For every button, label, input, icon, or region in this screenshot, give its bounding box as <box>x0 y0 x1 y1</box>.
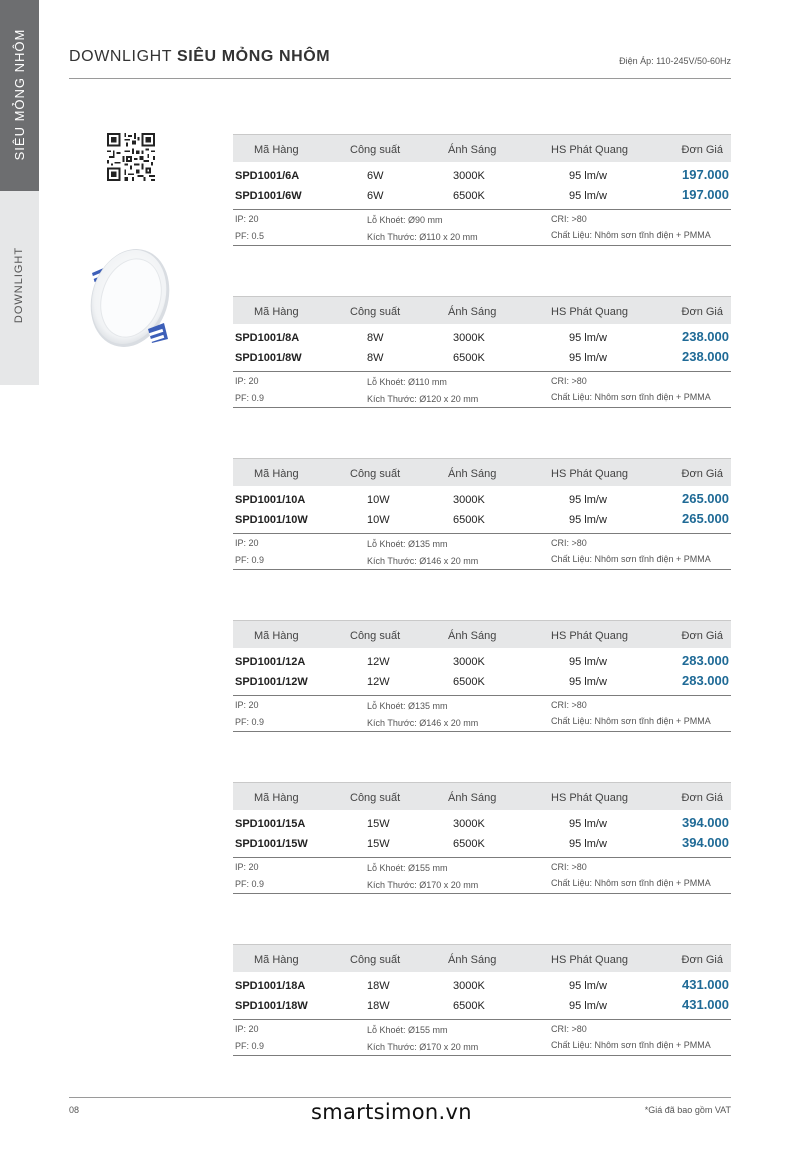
product-efficacy: 95 lm/w <box>569 332 607 344</box>
product-power: 15W <box>367 838 390 850</box>
header-efficacy: HS Phát Quang <box>551 144 629 156</box>
page-title <box>69 48 330 66</box>
product-table <box>233 458 731 570</box>
spec-size: Kích Thước: Ø170 x 20 mm <box>367 1042 479 1052</box>
spec-size: Kích Thước: Ø120 x 20 mm <box>367 394 479 404</box>
product-code: SPD1001/6A <box>235 170 300 182</box>
product-code: SPD1001/18W <box>235 1000 308 1012</box>
product-price: 394.000 <box>682 835 729 850</box>
product-code: SPD1001/12W <box>235 676 308 688</box>
header-price: Đơn Giá <box>681 144 723 156</box>
spec-cutout: Lỗ Khoét: Ø135 mm <box>367 539 448 549</box>
table-row <box>233 328 731 348</box>
header-light: Ánh Sáng <box>448 954 497 966</box>
header-code: Mã Hàng <box>254 954 299 966</box>
product-price: 265.000 <box>682 491 729 506</box>
header-code: Mã Hàng <box>254 792 299 804</box>
header-price: Đơn Giá <box>681 630 723 642</box>
spec-cri: CRI: >80 <box>551 862 587 872</box>
product-power: 8W <box>367 352 384 364</box>
spec-material: Chất Liệu: Nhôm sơn tĩnh điện + PMMA <box>551 230 711 240</box>
product-price: 197.000 <box>682 187 729 202</box>
product-code: SPD1001/10W <box>235 514 308 526</box>
table-row <box>233 510 731 530</box>
table-row <box>233 976 731 996</box>
product-light: 6500K <box>453 514 485 526</box>
header-light: Ánh Sáng <box>448 630 497 642</box>
product-rows <box>233 162 731 210</box>
product-light: 6500K <box>453 838 485 850</box>
product-code: SPD1001/10A <box>235 494 306 506</box>
table-row <box>233 166 731 186</box>
spec-material: Chất Liệu: Nhôm sơn tĩnh điện + PMMA <box>551 1040 711 1050</box>
table-header <box>233 944 731 972</box>
product-code: SPD1001/6W <box>235 190 302 202</box>
header-code: Mã Hàng <box>254 630 299 642</box>
header-efficacy: HS Phát Quang <box>551 306 629 318</box>
product-table <box>233 620 731 732</box>
header-code: Mã Hàng <box>254 468 299 480</box>
product-power: 12W <box>367 676 390 688</box>
header-price: Đơn Giá <box>681 792 723 804</box>
product-price: 238.000 <box>682 329 729 344</box>
header-price: Đơn Giá <box>681 954 723 966</box>
spec-pf: PF: 0.9 <box>235 879 265 889</box>
page-title-prefix: DOWNLIGHT <box>69 48 172 65</box>
side-tab-downlight[interactable] <box>0 191 39 385</box>
brand-website[interactable]: smartsimon.vn <box>311 1100 472 1124</box>
qr-code-icon[interactable] <box>107 133 155 181</box>
product-efficacy: 95 lm/w <box>569 352 607 364</box>
header-efficacy: HS Phát Quang <box>551 792 629 804</box>
product-code: SPD1001/18A <box>235 980 306 992</box>
table-header <box>233 134 731 162</box>
spec-ip: IP: 20 <box>235 538 259 548</box>
spec-size: Kích Thước: Ø146 x 20 mm <box>367 556 479 566</box>
header-efficacy: HS Phát Quang <box>551 630 629 642</box>
product-efficacy: 95 lm/w <box>569 1000 607 1012</box>
product-rows <box>233 810 731 858</box>
product-power: 10W <box>367 514 390 526</box>
product-light: 3000K <box>453 656 485 668</box>
table-row <box>233 996 731 1016</box>
spec-pf: PF: 0.9 <box>235 555 265 565</box>
spec-pf: PF: 0.9 <box>235 393 265 403</box>
product-specs <box>233 1020 731 1056</box>
header-light: Ánh Sáng <box>448 306 497 318</box>
header-power: Công suất <box>350 144 401 156</box>
product-price: 283.000 <box>682 653 729 668</box>
product-efficacy: 95 lm/w <box>569 170 607 182</box>
spec-ip: IP: 20 <box>235 376 259 386</box>
product-table <box>233 296 731 408</box>
table-header <box>233 458 731 486</box>
side-tab-label: DOWNLIGHT <box>13 246 25 324</box>
product-price: 283.000 <box>682 673 729 688</box>
product-efficacy: 95 lm/w <box>569 818 607 830</box>
header-efficacy: HS Phát Quang <box>551 468 629 480</box>
spec-cutout: Lỗ Khoét: Ø110 mm <box>367 377 447 387</box>
header-divider <box>69 78 731 79</box>
product-efficacy: 95 lm/w <box>569 838 607 850</box>
product-specs <box>233 534 731 570</box>
table-row <box>233 186 731 206</box>
product-code: SPD1001/8A <box>235 332 300 344</box>
spec-pf: PF: 0.5 <box>235 231 265 241</box>
spec-cutout: Lỗ Khoét: Ø135 mm <box>367 701 448 711</box>
spec-material: Chất Liệu: Nhôm sơn tĩnh điện + PMMA <box>551 878 711 888</box>
product-rows <box>233 972 731 1020</box>
header-code: Mã Hàng <box>254 144 299 156</box>
product-light: 3000K <box>453 980 485 992</box>
header-light: Ánh Sáng <box>448 468 497 480</box>
spec-cri: CRI: >80 <box>551 1024 587 1034</box>
header-light: Ánh Sáng <box>448 792 497 804</box>
product-rows <box>233 486 731 534</box>
product-code: SPD1001/12A <box>235 656 306 668</box>
header-price: Đơn Giá <box>681 306 723 318</box>
header-light: Ánh Sáng <box>448 144 497 156</box>
page-number: 08 <box>69 1105 80 1115</box>
table-row <box>233 652 731 672</box>
table-header <box>233 782 731 810</box>
footer-divider <box>69 1097 731 1098</box>
spec-cutout: Lỗ Khoét: Ø90 mm <box>367 215 443 225</box>
product-power: 12W <box>367 656 390 668</box>
header-price: Đơn Giá <box>681 468 723 480</box>
product-table <box>233 134 731 246</box>
product-specs <box>233 858 731 894</box>
spec-cri: CRI: >80 <box>551 214 587 224</box>
product-efficacy: 95 lm/w <box>569 656 607 668</box>
spec-cri: CRI: >80 <box>551 538 587 548</box>
product-light: 6500K <box>453 676 485 688</box>
downlight-product-image <box>86 243 180 359</box>
product-specs <box>233 372 731 408</box>
product-light: 3000K <box>453 170 485 182</box>
spec-pf: PF: 0.9 <box>235 1041 265 1051</box>
spec-ip: IP: 20 <box>235 1024 259 1034</box>
product-power: 10W <box>367 494 390 506</box>
product-efficacy: 95 lm/w <box>569 190 607 202</box>
product-rows <box>233 324 731 372</box>
spec-material: Chất Liệu: Nhôm sơn tĩnh điện + PMMA <box>551 716 711 726</box>
spec-cutout: Lỗ Khoét: Ø155 mm <box>367 1025 448 1035</box>
side-tab-sieu-mong-nhom[interactable] <box>0 0 39 191</box>
header-code: Mã Hàng <box>254 306 299 318</box>
product-power: 18W <box>367 980 390 992</box>
table-row <box>233 348 731 368</box>
page-title-bold: SIÊU MỎNG NHÔM <box>176 48 331 65</box>
spec-ip: IP: 20 <box>235 862 259 872</box>
product-table <box>233 782 731 894</box>
product-price: 238.000 <box>682 349 729 364</box>
product-power: 8W <box>367 332 384 344</box>
header-efficacy: HS Phát Quang <box>551 954 629 966</box>
product-light: 3000K <box>453 494 485 506</box>
product-efficacy: 95 lm/w <box>569 494 607 506</box>
product-light: 6500K <box>453 190 485 202</box>
header-power: Công suất <box>350 468 401 480</box>
product-price: 265.000 <box>682 511 729 526</box>
table-header <box>233 620 731 648</box>
spec-cri: CRI: >80 <box>551 700 587 710</box>
product-power: 6W <box>367 170 384 182</box>
product-light: 6500K <box>453 352 485 364</box>
product-code: SPD1001/15W <box>235 838 308 850</box>
spec-ip: IP: 20 <box>235 700 259 710</box>
product-efficacy: 95 lm/w <box>569 514 607 526</box>
product-code: SPD1001/8W <box>235 352 302 364</box>
spec-pf: PF: 0.9 <box>235 717 265 727</box>
product-light: 6500K <box>453 1000 485 1012</box>
product-price: 431.000 <box>682 977 729 992</box>
product-code: SPD1001/15A <box>235 818 306 830</box>
header-power: Công suất <box>350 792 401 804</box>
header-power: Công suất <box>350 306 401 318</box>
spec-size: Kích Thước: Ø146 x 20 mm <box>367 718 479 728</box>
product-power: 15W <box>367 818 390 830</box>
product-light: 3000K <box>453 818 485 830</box>
spec-material: Chất Liệu: Nhôm sơn tĩnh điện + PMMA <box>551 392 711 402</box>
header-power: Công suất <box>350 954 401 966</box>
product-price: 394.000 <box>682 815 729 830</box>
spec-size: Kích Thước: Ø110 x 20 mm <box>367 232 478 242</box>
spec-material: Chất Liệu: Nhôm sơn tĩnh điện + PMMA <box>551 554 711 564</box>
side-tab-label: SIÊU MỎNG NHÔM <box>12 28 27 161</box>
product-price: 431.000 <box>682 997 729 1012</box>
product-rows <box>233 648 731 696</box>
table-row <box>233 490 731 510</box>
product-table <box>233 944 731 1056</box>
header-power: Công suất <box>350 630 401 642</box>
product-efficacy: 95 lm/w <box>569 980 607 992</box>
table-row <box>233 672 731 692</box>
spec-cutout: Lỗ Khoét: Ø155 mm <box>367 863 448 873</box>
product-specs <box>233 696 731 732</box>
product-power: 6W <box>367 190 384 202</box>
product-light: 3000K <box>453 332 485 344</box>
vat-note: *Giá đã bao gồm VAT <box>644 1105 731 1115</box>
table-header <box>233 296 731 324</box>
product-power: 18W <box>367 1000 390 1012</box>
table-row <box>233 814 731 834</box>
spec-ip: IP: 20 <box>235 214 259 224</box>
voltage-spec: Điện Áp: 110-245V/50-60Hz <box>619 56 731 66</box>
product-price: 197.000 <box>682 167 729 182</box>
spec-cri: CRI: >80 <box>551 376 587 386</box>
spec-size: Kích Thước: Ø170 x 20 mm <box>367 880 479 890</box>
product-specs <box>233 210 731 246</box>
product-efficacy: 95 lm/w <box>569 676 607 688</box>
table-row <box>233 834 731 854</box>
